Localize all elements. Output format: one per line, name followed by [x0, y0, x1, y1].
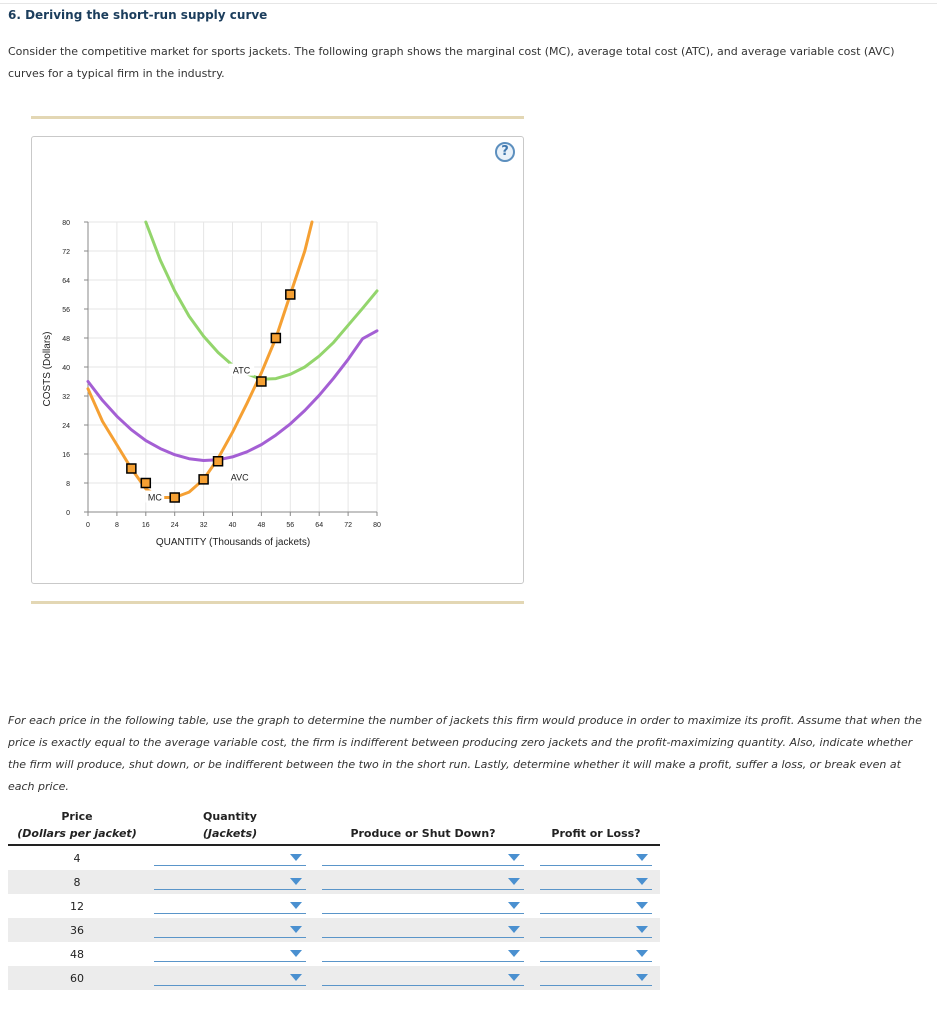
dropdown-arrow-icon[interactable]: [508, 854, 520, 861]
x-tick-label: 72: [344, 522, 352, 529]
x-tick-label: 16: [141, 522, 150, 529]
produce-header: Produce or Shut Down?: [314, 825, 532, 845]
dropdown-arrow-icon[interactable]: [636, 854, 648, 861]
produce-or-shutdown-dropdown[interactable]: [322, 899, 524, 914]
mc-point-marker: [170, 493, 179, 502]
intro-text: Consider the competitive market for sports jackets. The following graph shows the marginal cost (MC), average total cost (ATC), and average variable cost (AVC) curves for a typical firm in the industry.: [8, 45, 895, 80]
curve-label-mc: MC: [147, 492, 162, 503]
x-tick-label: 24: [170, 522, 179, 529]
quantity-dropdown[interactable]: [154, 971, 306, 986]
x-tick-label: 32: [199, 522, 208, 529]
price-subheader: (Dollars per jacket): [17, 827, 137, 840]
x-tick-label: 40: [228, 522, 237, 529]
produce-or-shutdown-dropdown[interactable]: [322, 923, 524, 938]
help-icon[interactable]: ?: [495, 142, 515, 162]
table-row: [8, 894, 660, 918]
mc-point-marker: [141, 479, 150, 488]
profit-or-loss-dropdown[interactable]: [540, 947, 652, 962]
mc-point-marker: [127, 464, 136, 473]
table-row: [8, 870, 660, 894]
profit-or-loss-dropdown[interactable]: [540, 875, 652, 890]
price-cell: 4: [73, 851, 81, 865]
produce-or-shutdown-dropdown[interactable]: [322, 875, 524, 890]
price-cell: 60: [8, 966, 146, 990]
y-axis-title: COSTS (Dollars): [42, 331, 53, 407]
mc-curve: [88, 222, 312, 498]
y-tick-label: 64: [62, 278, 70, 285]
profit-or-loss-dropdown[interactable]: [540, 923, 652, 938]
profit-or-loss-dropdown[interactable]: [540, 971, 652, 986]
table-row: [8, 845, 660, 870]
dropdown-arrow-icon[interactable]: [636, 878, 648, 885]
x-tick-label: 80: [373, 522, 381, 529]
mc-point-marker: [271, 334, 280, 343]
dropdown-arrow-icon[interactable]: [508, 950, 520, 957]
price-cell: 8: [8, 870, 146, 894]
produce-or-shutdown-dropdown[interactable]: [322, 851, 524, 866]
dropdown-arrow-icon[interactable]: [290, 878, 302, 885]
curve-label-atc: ATC: [232, 365, 251, 376]
y-tick-label: 8: [66, 481, 70, 488]
dropdown-arrow-icon[interactable]: [508, 902, 520, 909]
dropdown-arrow-icon[interactable]: [636, 926, 648, 933]
x-tick-label: 0: [86, 522, 90, 529]
price-header: Price: [61, 810, 93, 823]
quantity-dropdown[interactable]: [154, 947, 306, 962]
y-tick-label: 16: [62, 452, 70, 459]
table-row: [8, 966, 660, 990]
x-tick-label: 56: [286, 522, 295, 529]
graph-bottom-rule: [31, 601, 524, 604]
dropdown-arrow-icon[interactable]: [508, 926, 520, 933]
dropdown-arrow-icon[interactable]: [290, 902, 302, 909]
dropdown-arrow-icon[interactable]: [636, 950, 648, 957]
quantity-dropdown[interactable]: [154, 875, 306, 890]
y-tick-label: 72: [62, 249, 70, 256]
mc-point-marker: [199, 475, 208, 484]
question-heading: 6. Deriving the short-run supply curve: [8, 8, 268, 22]
dropdown-arrow-icon[interactable]: [636, 902, 648, 909]
mc-point-marker: [214, 457, 223, 466]
mc-point-marker: [286, 290, 295, 299]
quantity-dropdown[interactable]: [154, 899, 306, 914]
dropdown-arrow-icon[interactable]: [290, 974, 302, 981]
instructions-text: For each price in the following table, use the graph to determine the number of jackets this firm would produce in order to maximize its profit. Assume that when the price is exactly equal to the average variable cost, the firm is indifferent between producing zero jackets and the profit-maximizing quantity. Also, indicate whether the firm will produce, shut down, or be indifferent between the two in the short run. Lastly, determine whether it will make a profit, suffer a loss, or break even at each price.: [8, 714, 922, 793]
quantity-subheader: (Jackets): [202, 827, 258, 840]
x-tick-label: 8: [114, 522, 119, 529]
price-cell: 12: [70, 899, 84, 913]
y-tick-label: 24: [62, 423, 70, 430]
dropdown-arrow-icon[interactable]: [636, 974, 648, 981]
y-tick-label: 32: [62, 394, 70, 401]
profit-or-loss-dropdown[interactable]: [540, 899, 652, 914]
dropdown-arrow-icon[interactable]: [508, 878, 520, 885]
price-cell: 48: [70, 947, 84, 961]
quantity-dropdown[interactable]: [154, 923, 306, 938]
answer-table: [8, 808, 660, 990]
produce-or-shutdown-dropdown[interactable]: [322, 971, 524, 986]
y-tick-label: 80: [62, 220, 70, 227]
x-tick-label: 48: [257, 522, 266, 529]
quantity-header: Quantity: [203, 810, 257, 823]
dropdown-arrow-icon[interactable]: [290, 926, 302, 933]
dropdown-arrow-icon[interactable]: [290, 950, 302, 957]
price-cell: 36: [8, 918, 146, 942]
quantity-dropdown[interactable]: [154, 851, 306, 866]
dropdown-arrow-icon[interactable]: [290, 854, 302, 861]
y-tick-label: 40: [62, 365, 70, 372]
y-tick-label: 0: [66, 510, 70, 517]
produce-or-shutdown-dropdown[interactable]: [322, 947, 524, 962]
x-axis-title: QUANTITY (Thousands of jackets): [155, 537, 311, 548]
profit-or-loss-dropdown[interactable]: [540, 851, 652, 866]
profit-header: Profit or Loss?: [532, 825, 660, 845]
y-tick-label: 56: [62, 307, 70, 314]
table-row: [8, 942, 660, 966]
dropdown-arrow-icon[interactable]: [508, 974, 520, 981]
table-row: [8, 918, 660, 942]
curve-label-avc: AVC: [230, 472, 249, 483]
x-tick-label: 64: [315, 522, 324, 529]
mc-point-marker: [257, 377, 266, 386]
y-tick-label: 48: [62, 336, 70, 343]
